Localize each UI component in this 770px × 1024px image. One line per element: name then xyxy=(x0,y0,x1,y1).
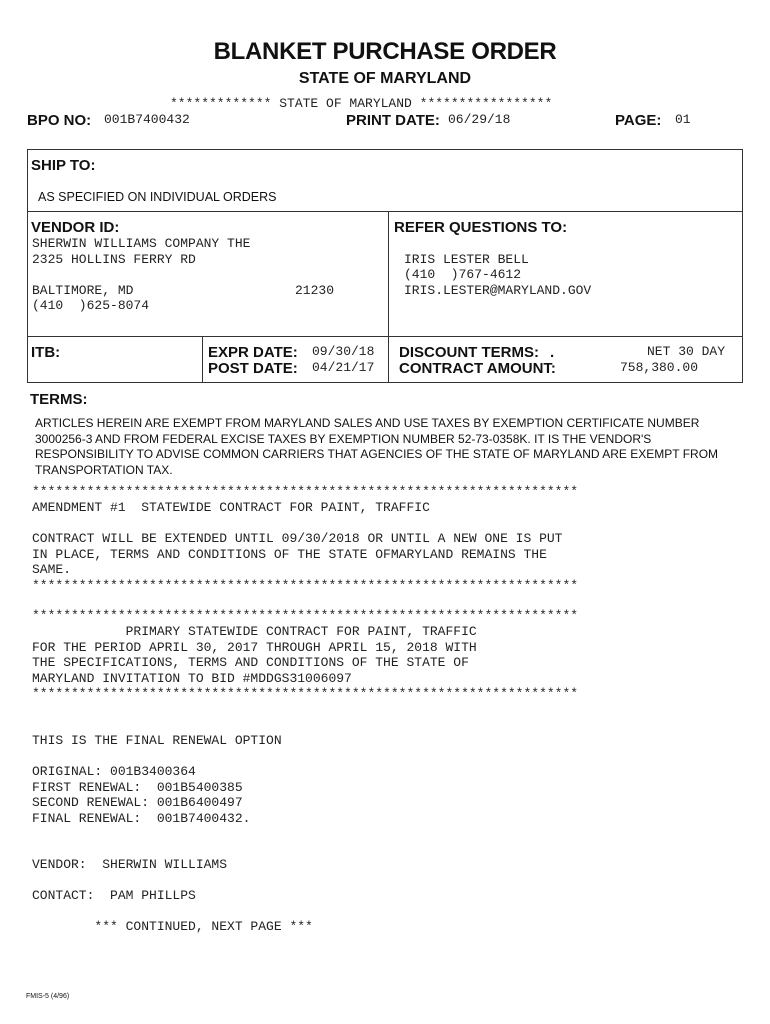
expr-date-label: EXPR DATE: xyxy=(208,344,298,361)
refer-contact-phone: (410 )767-4612 xyxy=(404,267,522,282)
terms-text: ARTICLES HEREIN ARE EXEMPT FROM MARYLAND SALES AND USE TAXES BY EXEMPTION CERTIFICATE NUMBER 3000256-3 AND FROM FEDERAL EXCISE TAXES BY EXEMPTION NUMBER 52-73-0358K. IT IS THE VENDOR'S RESPONSIBILITY TO ADVISE COMMON CARRIERS THAT AGENCIES OF THE STATE OF MARYLAND ARE EXEMPT FROM TRANSPORTATION TAX. xyxy=(35,416,719,477)
form-id: FMIS-5 (4/96) xyxy=(26,993,70,1000)
page-value: 01 xyxy=(675,112,691,127)
refer-contact-email: IRIS.LESTER@MARYLAND.GOV xyxy=(404,283,592,298)
vendor-id-label: VENDOR ID: xyxy=(31,219,120,236)
contract-amount-label: CONTRACT AMOUNT: xyxy=(399,360,556,377)
expr-date-value: 09/30/18 xyxy=(312,344,375,359)
contract-amount-value: 758,380.00 xyxy=(620,360,699,375)
discount-terms-label: DISCOUNT TERMS: xyxy=(399,344,539,361)
post-date-label: POST DATE: xyxy=(208,360,298,377)
itb-label: ITB: xyxy=(31,344,61,361)
extension-paragraph: CONTRACT WILL BE EXTENDED UNTIL 09/30/2018 OR UNTIL A NEW ONE IS PUT IN PLACE, TERMS AND CONDITIONS OF THE STATE OFMARYLAND REMAINS THE SAME. xyxy=(32,531,563,577)
vendor-line: VENDOR: SHERWIN WILLIAMS xyxy=(32,857,228,872)
discount-terms-dot: . xyxy=(550,344,555,361)
page-label: PAGE: xyxy=(615,112,662,129)
ship-to-label: SHIP TO: xyxy=(31,157,96,174)
ship-to-value: AS SPECIFIED ON INDIVIDUAL ORDERS xyxy=(38,190,277,204)
refer-contact-name: IRIS LESTER BELL xyxy=(404,252,529,267)
contact-line: CONTACT: PAM PHILLPS xyxy=(32,888,196,903)
continued-notice: *** CONTINUED, NEXT PAGE *** xyxy=(32,919,313,934)
star-separator: ********************************************************************** xyxy=(32,686,579,701)
vendor-street: 2325 HOLLINS FERRY RD xyxy=(32,252,196,267)
print-date-label: PRINT DATE: xyxy=(346,112,440,129)
state-banner: ************* STATE OF MARYLAND ***************** xyxy=(170,96,553,111)
vendor-phone: (410 )625-8074 xyxy=(32,298,150,313)
vendor-refer-separator xyxy=(388,211,389,383)
primary-contract-paragraph: PRIMARY STATEWIDE CONTRACT FOR PAINT, TRAFFIC FOR THE PERIOD APRIL 30, 2017 THROUGH APRIL 15, 2018 WITH THE SPECIFICATIONS, TERMS AND CONDITIONS OF THE STATE OF MARYLAND INVITATION TO BID #MDDGS31006097 xyxy=(32,624,477,686)
print-date-value: 06/29/18 xyxy=(448,112,511,127)
ship-to-divider xyxy=(27,211,743,212)
star-separator: ********************************************************************** xyxy=(32,608,579,623)
bpo-number-label: BPO NO: xyxy=(27,112,92,129)
itb-dates-separator xyxy=(202,336,203,383)
vendor-city: BALTIMORE, MD xyxy=(32,283,134,298)
discount-terms-value: NET 30 DAY xyxy=(647,344,726,359)
bpo-number-value: 001B7400432 xyxy=(104,112,190,127)
renewal-history: ORIGINAL: 001B3400364 FIRST RENEWAL: 001B5400385 SECOND RENEWAL: 001B6400497 FINAL RENEWAL: 001B7400432. xyxy=(32,764,251,826)
final-renewal-note: THIS IS THE FINAL RENEWAL OPTION xyxy=(32,733,282,748)
vendor-zip: 21230 xyxy=(295,283,335,298)
document-title: BLANKET PURCHASE ORDER xyxy=(213,38,557,65)
terms-label: TERMS: xyxy=(30,391,88,408)
vendor-divider xyxy=(27,336,743,337)
post-date-value: 04/21/17 xyxy=(312,360,375,375)
vendor-name: SHERWIN WILLIAMS COMPANY THE xyxy=(32,236,251,251)
star-separator: ********************************************************************** xyxy=(32,484,579,499)
refer-questions-label: REFER QUESTIONS TO: xyxy=(394,219,568,236)
amendment-line: AMENDMENT #1 STATEWIDE CONTRACT FOR PAINT, TRAFFIC xyxy=(32,500,430,515)
document-subtitle: STATE OF MARYLAND xyxy=(298,70,472,87)
star-separator: ********************************************************************** xyxy=(32,578,579,593)
